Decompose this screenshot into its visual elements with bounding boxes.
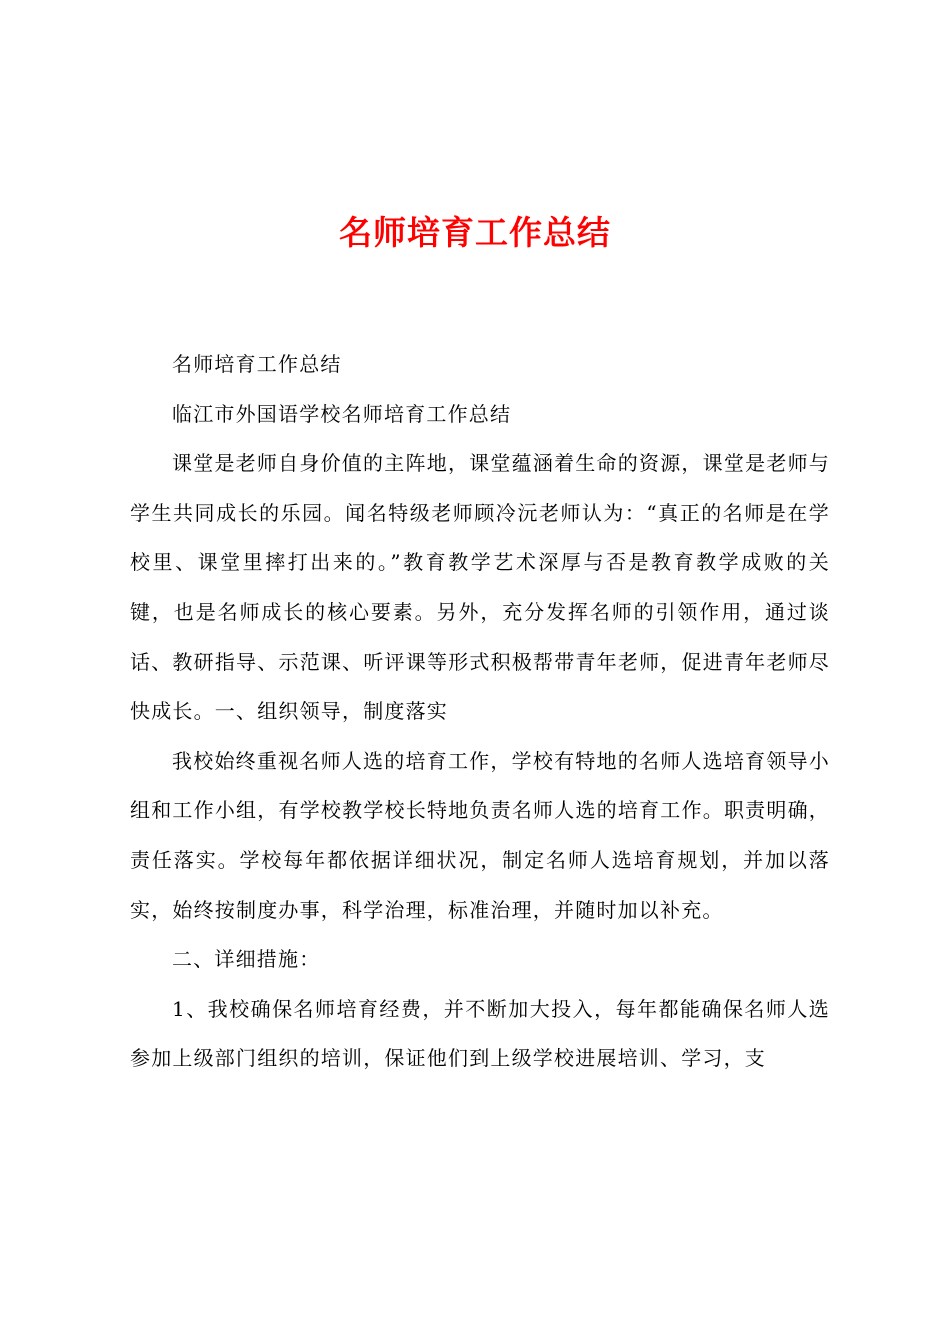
paragraph-organization: 我校始终重视名师人选的培育工作，学校有特地的名师人选培育领导小组和工作小组，有学校教学校长特地负责名师人选的培育工作。职责明确，责任落实。学校每年都依据详细状况，制定名师人选培育规划，并加以落实，始终按制度办事，科学治理，标准治理，并随时加以补充。: [130, 748, 830, 922]
document-title: 名师培育工作总结: [339, 213, 611, 252]
paragraph-measures-heading: 二、详细措施：: [172, 947, 321, 972]
document-body: [130, 340, 830, 1084]
paragraph-school-heading: 临江市外国语学校名师培育工作总结: [172, 401, 512, 426]
paragraph-subtitle: 名师培育工作总结: [172, 352, 342, 376]
paragraph-measure-1: 1、我校确保名师培育经费，并不断加大投入，每年都能确保名师人选参加上级部门组织的培训，保证他们到上级学校进展培训、学习，支: [130, 996, 830, 1071]
paragraph-classroom: 课堂是老师自身价值的主阵地，课堂蕴涵着生命的资源，课堂是老师与学生共同成长的乐园。闻名特级老师顾冷沅老师认为：“真正的名师是在学校里、课堂里摔打出来的。”教育教学艺术深厚与否是教育教学成败的关键，也是名师成长的核心要素。另外，充分发挥名师的引领作用，通过谈话、教研指导、示范课、听评课等形式积极帮带青年老师，促进青年老师尽快成长。一、组织领导，制度落实: [130, 451, 830, 724]
